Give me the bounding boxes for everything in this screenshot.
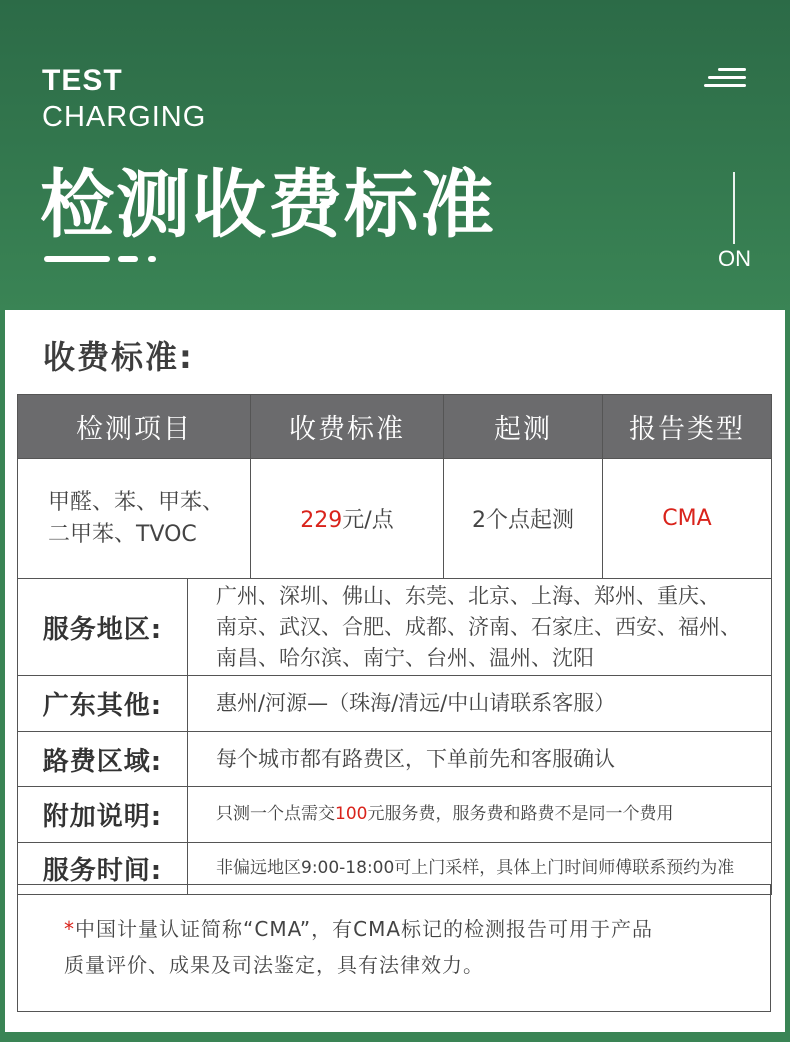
service-area-label: 服务地区:	[18, 579, 188, 676]
pricing-table	[17, 394, 772, 579]
extra-fee-number: 100	[335, 804, 368, 824]
info-table	[17, 578, 772, 895]
service-area-line2: 南京、武汉、合肥、成都、济南、石家庄、西安、福州、	[216, 614, 741, 639]
service-area-line1: 广州、深圳、佛山、东莞、北京、上海、郑州、重庆、	[216, 583, 720, 608]
service-area-line3: 南昌、哈尔滨、南宁、台州、温州、沈阳	[216, 645, 594, 670]
page-title: 检测收费标准	[40, 162, 496, 248]
info-row-road-fee	[18, 732, 772, 787]
header-test-item: 检测项目	[18, 395, 251, 459]
note-line1	[64, 911, 750, 947]
guangdong-label: 广东其他:	[18, 676, 188, 732]
hero-banner	[0, 0, 790, 310]
cma-note	[17, 884, 771, 1012]
header-report-type: 报告类型	[603, 395, 772, 459]
extra-value-post: 元服务费，服务费和路费不是同一个费用	[367, 804, 674, 824]
test-items-cell	[18, 459, 251, 579]
english-title-line1: TEST	[42, 64, 123, 97]
header-price: 收费标准	[251, 395, 444, 459]
card-title: 收费标准:	[43, 338, 194, 376]
price-cell	[251, 459, 444, 579]
test-items-line2: 二甲苯、TVOC	[48, 521, 197, 547]
note-line2: 质量评价、成果及司法鉴定，具有法律效力。	[64, 953, 484, 977]
table-row	[18, 459, 772, 579]
side-label: ON	[718, 246, 751, 271]
report-type-cell: CMA	[603, 459, 772, 579]
pricing-card	[5, 310, 785, 1032]
extra-value-pre: 只测一个点需交	[216, 804, 335, 824]
note-star: *	[64, 917, 75, 941]
road-fee-value: 每个城市都有路费区，下单前先和客服确认	[188, 732, 772, 787]
guangdong-value: 惠州/河源—（珠海/清远/中山请联系客服）	[188, 676, 772, 732]
info-row-extra	[18, 787, 772, 843]
min-points-cell: 2个点起测	[444, 459, 603, 579]
english-title-line2: CHARGING	[42, 101, 207, 133]
extra-value	[188, 787, 772, 843]
table-header-row	[18, 395, 772, 459]
menu-lines-icon	[704, 68, 746, 88]
price-unit: 元/点	[342, 508, 394, 533]
vertical-divider	[733, 172, 735, 244]
info-row-service-area	[18, 579, 772, 676]
service-time-value: 非偏远地区9:00-18:00可上门采样，具体上门时间师傅联系预约为准	[188, 843, 772, 895]
extra-label: 附加说明:	[18, 787, 188, 843]
note-line1-text: 中国计量认证简称“CMA”，有CMA标记的检测报告可用于产品	[75, 917, 654, 941]
service-time-label: 服务时间:	[18, 843, 188, 895]
info-row-guangdong	[18, 676, 772, 732]
header-min-points: 起测	[444, 395, 603, 459]
road-fee-label: 路费区域:	[18, 732, 188, 787]
service-area-value	[188, 579, 772, 676]
price-number: 229	[300, 508, 343, 533]
test-items-line1: 甲醛、苯、甲苯、	[48, 489, 225, 515]
